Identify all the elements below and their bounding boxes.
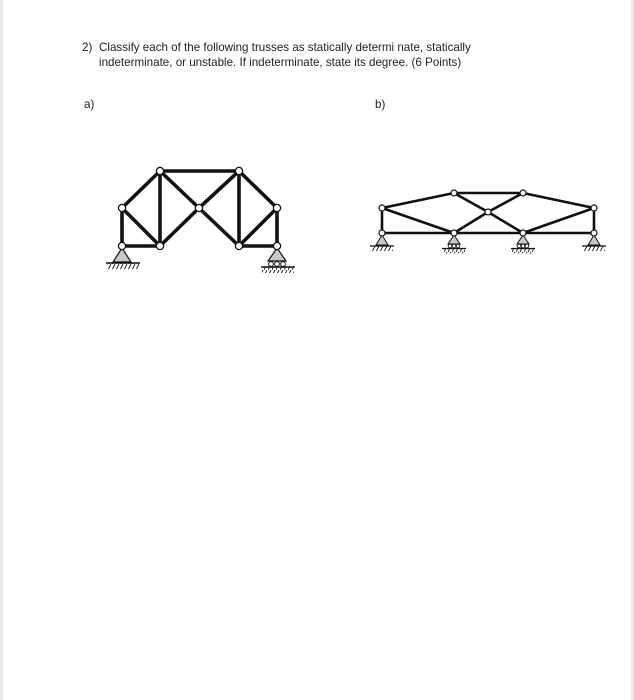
truss-b bbox=[370, 190, 606, 254]
truss-a-joints bbox=[118, 167, 280, 249]
truss-b-joints bbox=[379, 190, 597, 236]
truss-b-pin-support-right bbox=[582, 235, 606, 251]
figure-b-label: b) bbox=[375, 98, 386, 111]
truss-b-roller-support-1 bbox=[442, 235, 466, 254]
question-number: 2) bbox=[82, 41, 93, 54]
question-line-1: Classify each of the following trusses as statically determi nate, statically bbox=[99, 41, 471, 54]
truss-a-roller-support bbox=[261, 248, 295, 273]
truss-b-pin-support-left bbox=[370, 235, 394, 251]
truss-b-roller-support-2 bbox=[511, 235, 535, 254]
truss-a bbox=[106, 167, 295, 273]
question-line-2: indeterminate, or unstable. If indeterminate, state its degree. (6 Points) bbox=[99, 56, 462, 69]
truss-a-pin-support bbox=[106, 248, 140, 269]
figure-a-label: a) bbox=[84, 98, 95, 111]
